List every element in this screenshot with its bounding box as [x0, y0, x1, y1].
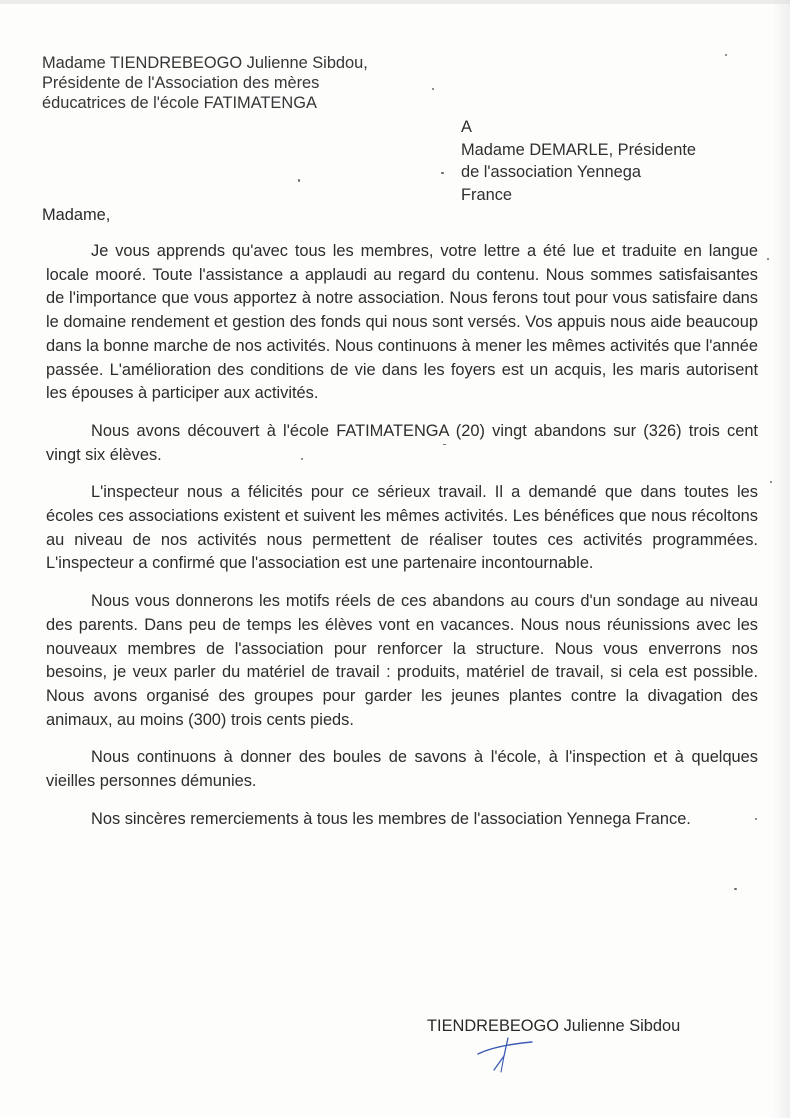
signature-name: TIENDREBEOGO Julienne Sibdou: [427, 1017, 681, 1035]
paragraph-4: Nous vous donnerons les motifs réels de ces abandons au cours d'un sondage au niveau des parents. Dans peu de temps les élèves vont en vacances. Nous nous réunissions avec les nouveaux membres de l'association pour renforcer la structure. Nous vous enverrons nos besoins, je veux parler du matériel de travail : produits, matériel de travail, si cela est possible. Nous avons organisé des groupes pour garder les jeunes plantes contre la divagation des animaux, au moins (300) trois cents pieds.: [46, 592, 758, 729]
letter-body: [46, 240, 758, 831]
recipient-name: Madame DEMARLE, Présidente: [461, 140, 697, 159]
sender-organization: éducatrices de l'école FATIMATENGA: [42, 94, 317, 112]
scan-edge-top: [0, 0, 790, 4]
scan-speck: [441, 172, 444, 174]
scan-speck: [725, 54, 727, 56]
paragraph-5: Nous continuons à donner des boules de savons à l'école, à l'inspection et à quelques vieilles personnes démunies.: [46, 748, 758, 791]
sender-title: Présidente de l'Association des mères: [42, 74, 320, 92]
scan-speck: [301, 458, 303, 460]
scan-speck: [755, 818, 757, 820]
scan-speck: [770, 481, 772, 483]
sender-block: [42, 53, 462, 113]
sender-name: Madame TIENDREBEOGO Julienne Sibdou,: [42, 54, 368, 72]
handwritten-signature: [470, 1034, 540, 1074]
scan-speck: [767, 258, 769, 260]
recipient-block: [461, 116, 781, 206]
recipient-organization: de l'association Yennega: [461, 163, 641, 181]
recipient-prefix: A: [461, 118, 472, 136]
salutation: Madame,: [42, 206, 111, 224]
scan-speck: [298, 179, 300, 182]
recipient-country: France: [461, 185, 513, 204]
scan-speck: [443, 444, 446, 445]
scan-speck: [432, 88, 434, 90]
paragraph-2: Nous avons découvert à l'école FATIMATENGA (20) vingt abandons sur (326) trois cent vingt six élèves.: [46, 421, 758, 464]
paragraph-6: Nos sincères remerciements à tous les membres de l'association Yennega France.: [91, 809, 691, 828]
scan-speck: [734, 888, 737, 890]
paragraph-3: L'inspecteur nous a félicités pour ce sérieux travail. Il a demandé que dans toutes les écoles ces associations existent et suivent les mêmes activités. Les bénéfices que nous récoltons au niveau de nos activités nous permettent de réaliser toutes ces activités programmées. L'inspecteur a confirmé que l'association est une partenaire incontournable.: [46, 483, 758, 573]
paragraph-1: Je vous apprends qu'avec tous les membres, votre lettre a été lue et traduite en langue locale mooré. Toute l'assistance a applaudi au regard du contenu. Nous sommes satisfaisantes de l'importance que vous apportez à notre association. Nous ferons tout pour vous satisfaire dans le domaine rendement et gestion des fonds qui nous sont versés. Vos appuis nous aide beaucoup dans la bonne marche de nos activités. Nous continuons à mener les mêmes activités que l'année passée. L'amélioration des conditions de vie dans les foyers est un acquis, les maris autorisent les épouses à participer aux activités.: [46, 242, 758, 403]
